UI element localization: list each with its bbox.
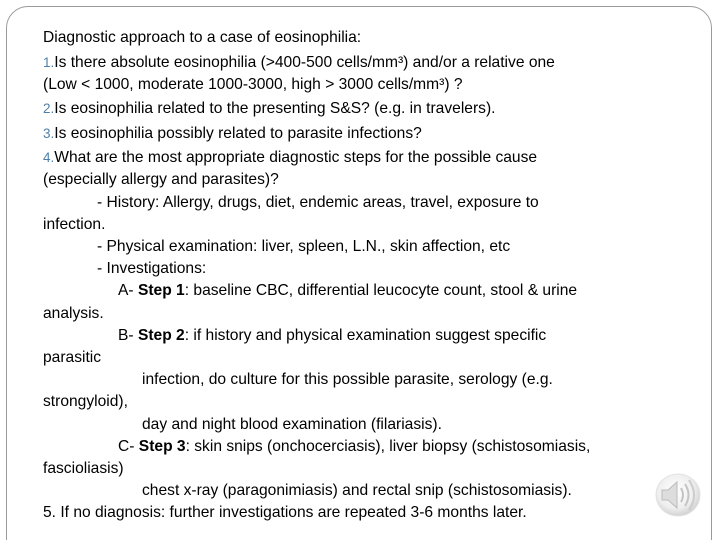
question-4-line-2: (especially allergy and parasites)? (43, 171, 279, 189)
question-1-line-2: (Low < 1000, moderate 1000-3000, high > 3000 cells/mm³) ? (43, 75, 463, 93)
history-line-2: infection. (43, 215, 106, 233)
question-4-line-1 (43, 147, 683, 169)
question-1-number: 1. (43, 54, 55, 70)
step-2-continuation-1: parasitic (43, 349, 102, 367)
step-1-label: Step 1 (137, 282, 185, 300)
question-2-text: Is eosinophilia related to the presenting S&S? (e.g. in travelers). (54, 100, 496, 118)
question-3 (43, 123, 683, 145)
step-3-line-2: chest x-ray (paragonimiasis) and rectal snip (schistosomiasis). (142, 482, 572, 500)
step-2-line-3: day and night blood examination (filariasis). (142, 415, 442, 433)
investigations-heading: - Investigations: (97, 260, 207, 278)
step-1-continuation: analysis. (43, 304, 104, 322)
step-3-text: : skin snips (onchocerciasis), liver biopsy (schistosomiasis, (185, 437, 591, 455)
step-2-prefix: B- (118, 326, 138, 344)
step-3-label: Step 3 (138, 437, 186, 455)
step-2-line (43, 325, 683, 347)
question-1-line-1 (43, 52, 683, 74)
step-3-prefix: C- (118, 437, 139, 455)
question-3-number: 3. (43, 125, 55, 141)
question-5: 5. If no diagnosis: further investigations are repeated 3-6 months later. (43, 504, 527, 522)
step-1-text: : baseline CBC, differential leucocyte count, stool & urine (184, 282, 578, 300)
question-1-text: Is there absolute eosinophilia (>400-500 cells/mm³) and/or a relative one (54, 53, 555, 71)
slide-title: Diagnostic approach to a case of eosinophilia: (43, 29, 362, 46)
step-2-text: : if history and physical examination suggest specific (184, 326, 547, 344)
question-3-text: Is eosinophilia possibly related to parasite infections? (54, 124, 422, 142)
step-3-continuation: fascioliasis) (43, 460, 124, 478)
step-1-line (43, 280, 683, 302)
slide-content (43, 27, 683, 525)
history-line-1: - History: Allergy, drugs, diet, endemic areas, travel, exposure to (97, 193, 539, 211)
step-1-prefix: A- (118, 282, 138, 300)
step-2-continuation-2: strongyloid), (43, 393, 128, 411)
sound-icon[interactable] (648, 470, 704, 520)
physical-examination: - Physical examination: liver, spleen, L.N., skin affection, etc (97, 238, 511, 256)
step-2-line-2: infection, do culture for this possible parasite, serology (e.g. (142, 371, 553, 389)
question-4-text: What are the most appropriate diagnostic steps for the possible cause (54, 149, 538, 167)
step-2-label: Step 2 (137, 326, 185, 344)
question-2 (43, 98, 683, 120)
question-2-number: 2. (43, 101, 55, 117)
step-3-line (43, 436, 683, 458)
question-4-number: 4. (43, 150, 55, 166)
